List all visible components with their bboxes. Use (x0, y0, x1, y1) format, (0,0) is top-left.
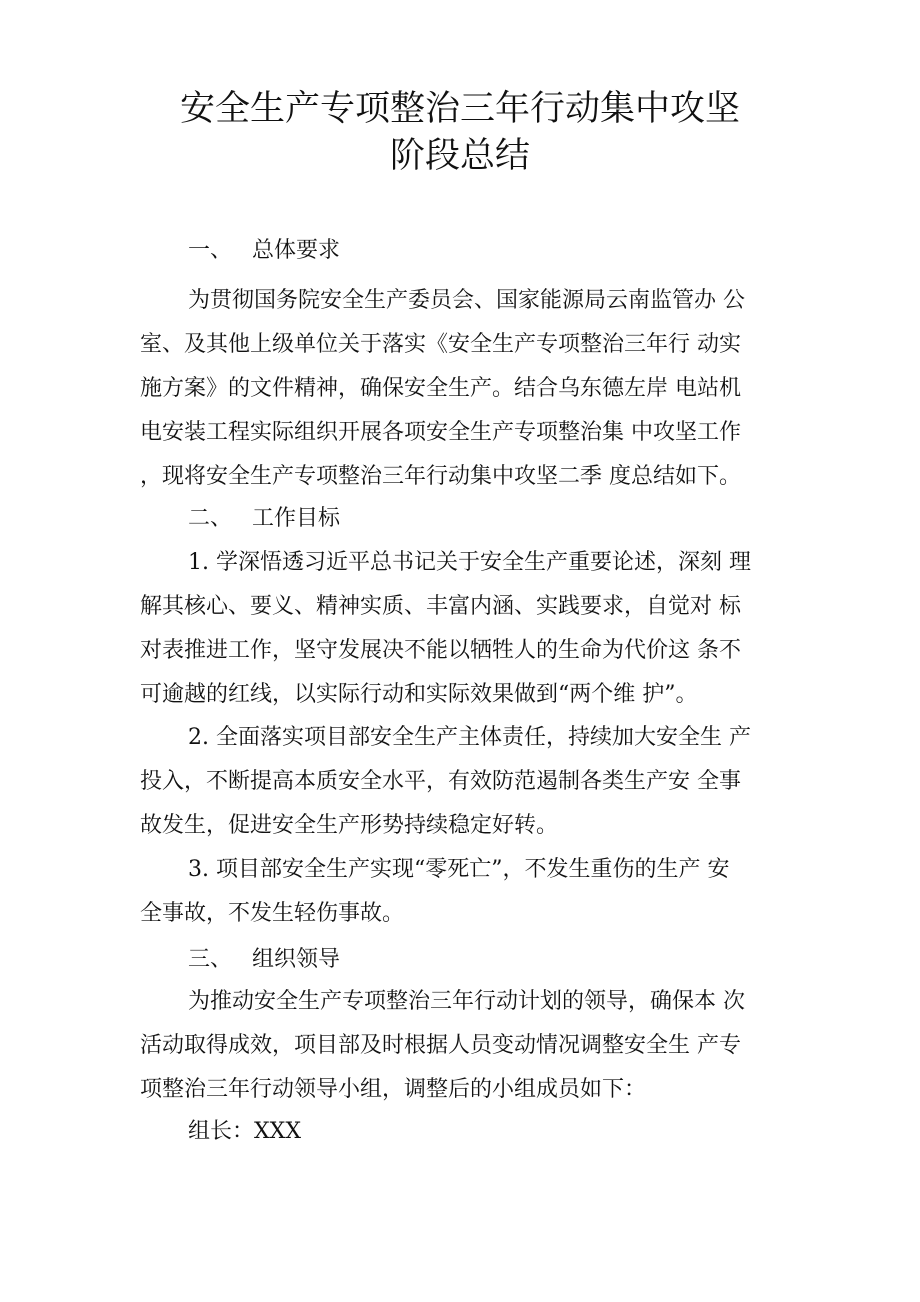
section-title: 工作目标 (252, 506, 341, 531)
paragraph-line: 可逾越的红线，以实际行动和实际效果做到“两个维 护”。 (140, 682, 698, 707)
section-title: 组织领导 (252, 947, 341, 972)
paragraph-line: ，现将安全生产专项整治三年行动集中攻坚二季 度总结如下。 (140, 464, 741, 489)
paragraph-line: 投入，不断提高本质安全水平，有效防范遏制各类生产安 全事 (140, 769, 741, 794)
paragraph-line: 室、及其他上级单位关于落实《安全生产专项整治三年行 动实 (140, 332, 741, 357)
paragraph-overall-requirements (140, 279, 800, 499)
paragraph-line: 3. 项目部安全生产实现“零死亡”，不发生重伤的生产 安 (188, 857, 730, 882)
document-title-line1: 安全生产专项整治三年行动集中攻坚 (179, 89, 740, 129)
paragraph-goal-3 (140, 848, 800, 936)
section-heading-overall-requirements (188, 236, 340, 266)
paragraph-line: 解其核心、要义、精神实质、丰富内涵、实践要求，自觉对 标 (140, 594, 741, 619)
section-heading-organization-leadership (188, 945, 340, 975)
paragraph-goal-1 (140, 541, 800, 717)
paragraph-line: 活动取得成效，项目部及时根据人员变动情况调整安全生 产专 (140, 1033, 741, 1058)
paragraph-line: 施方案》的文件精神，确保安全生产。结合乌东德左岸 电站机 (140, 376, 741, 401)
paragraph-group-leader (140, 1110, 800, 1154)
paragraph-line: 故发生，促进安全生产形势持续稳定好转。 (140, 813, 559, 838)
paragraph-line: 组长：XXX (188, 1119, 301, 1144)
paragraph-line: 电安装工程实际组织开展各项安全生产专项整治集 中攻坚工作 (140, 420, 741, 445)
section-number: 一、 (188, 238, 233, 263)
section-heading-work-goals (188, 504, 340, 534)
paragraph-goal-2 (140, 716, 800, 848)
paragraph-line: 2. 全面落实项目部安全生产主体责任，持续加大安全生 产 (188, 725, 751, 750)
paragraph-line: 全事故，不发生轻伤事故。 (140, 901, 405, 926)
paragraph-line: 为推动安全生产专项整治三年行动计划的领导，确保本 次 (188, 989, 745, 1014)
section-title: 总体要求 (252, 238, 341, 263)
paragraph-line: 1. 学深悟透习近平总书记关于安全生产重要论述，深刻 理 (188, 550, 751, 575)
document-title-line2: 阶段总结 (389, 136, 530, 176)
paragraph-line: 项整治三年行动领导小组，调整后的小组成员如下： (140, 1077, 647, 1102)
section-number: 二、 (188, 506, 233, 531)
paragraph-organization (140, 980, 800, 1112)
paragraph-line: 对表推进工作，坚守发展决不能以牺牲人的生命为代价这 条不 (140, 638, 741, 663)
paragraph-line: 为贯彻国务院安全生产委员会、国家能源局云南监管办 公 (188, 288, 745, 313)
section-number: 三、 (188, 947, 233, 972)
